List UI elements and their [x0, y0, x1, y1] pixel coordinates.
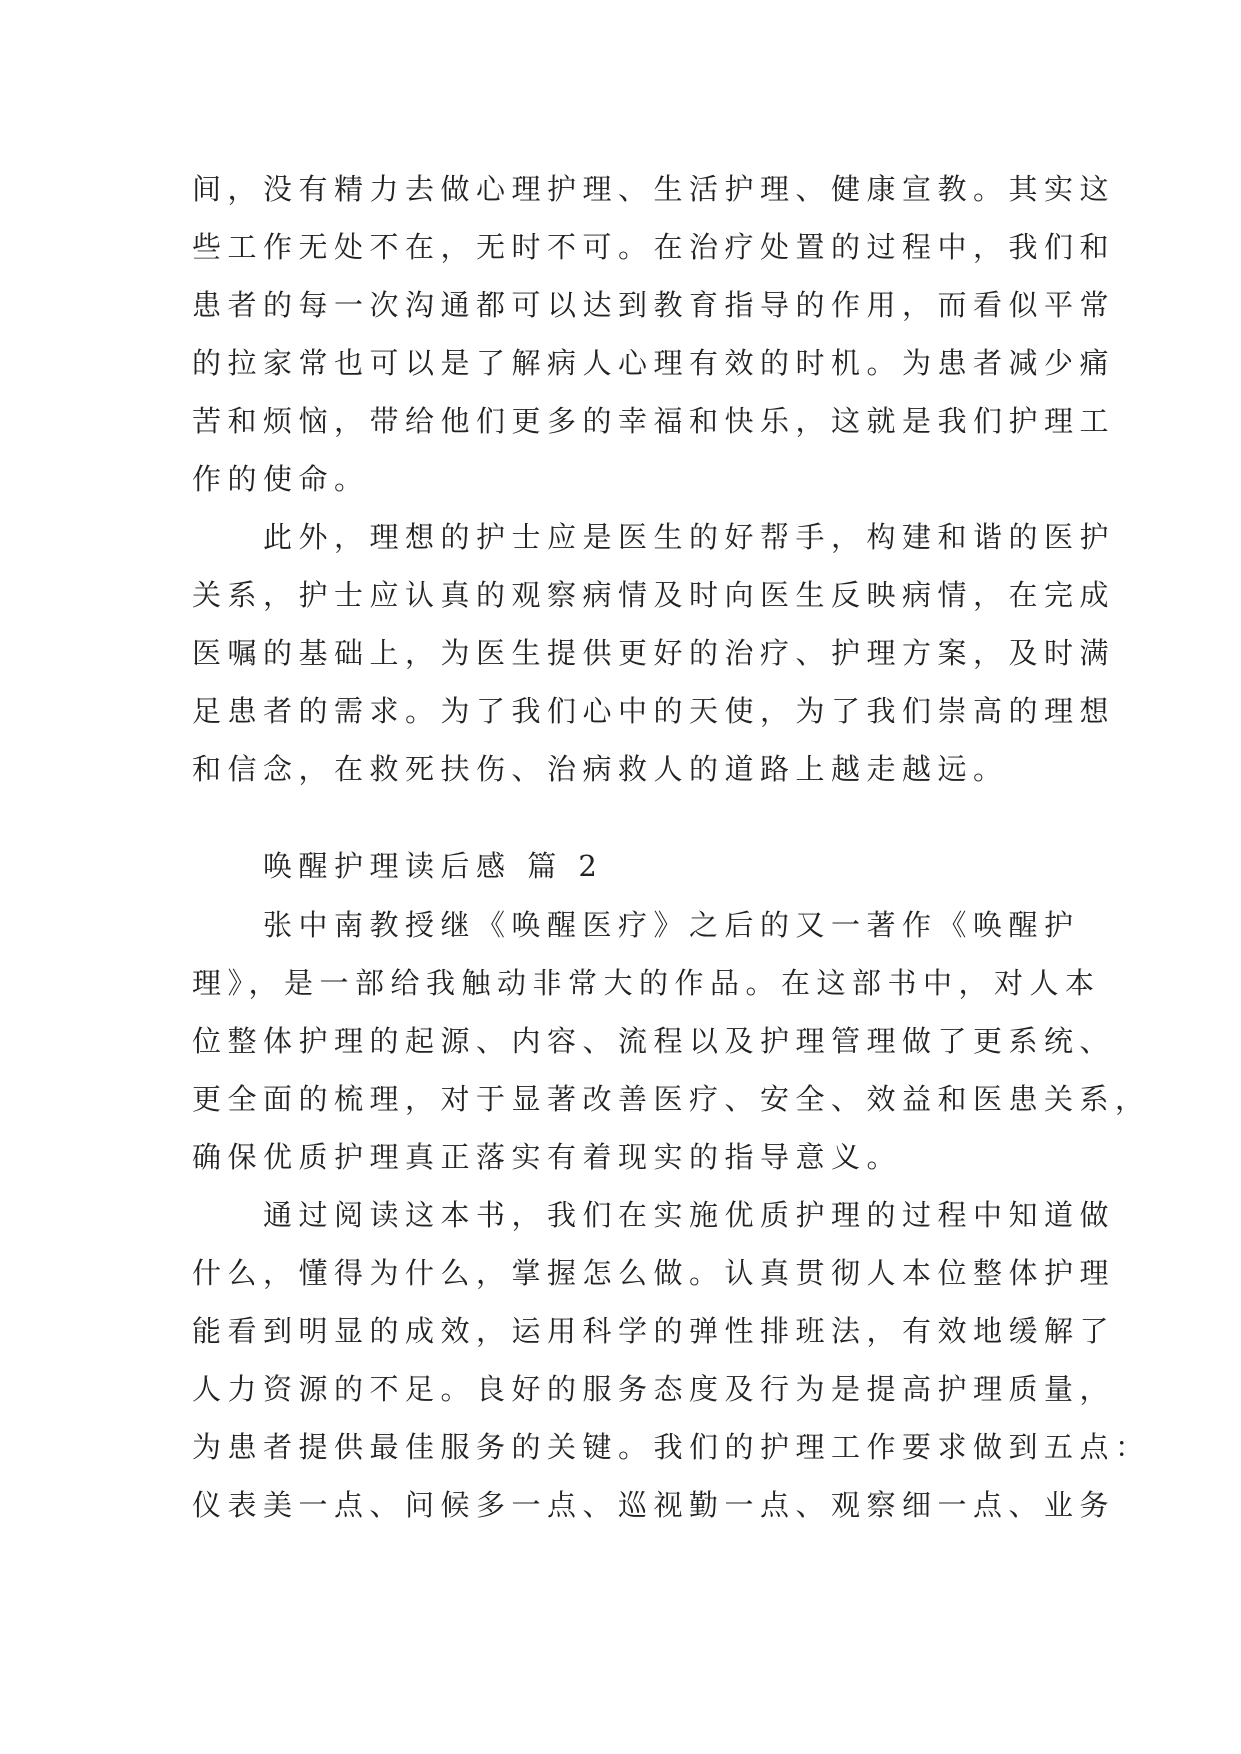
paragraph-line: 通过阅读这本书，我们在实施优质护理的过程中知道做	[192, 1198, 1116, 1232]
paragraph-line: 苦和烦恼，带给他们更多的幸福和快乐，这就是我们护理工	[192, 404, 1116, 438]
paragraph-line: 为患者提供最佳服务的关键。我们的护理工作要求做到五点：	[192, 1430, 1151, 1464]
paragraph-3	[192, 896, 1151, 1186]
paragraph-line: 确保优质护理真正落实有着现实的指导意义。	[192, 1140, 903, 1174]
paragraph-line: 和信念，在救死扶伤、治病救人的道路上越走越远。	[192, 752, 1009, 786]
paragraph-1	[192, 160, 1116, 508]
section-heading-block	[192, 837, 1054, 895]
paragraph-line: 张中南教授继《唤醒医疗》之后的又一著作《唤醒护	[192, 908, 1080, 942]
paragraph-line: 患者的每一次沟通都可以达到教育指导的作用，而看似平常	[192, 288, 1116, 322]
paragraph-4	[192, 1186, 1151, 1534]
paragraph-line: 能看到明显的成效，运用科学的弹性排班法，有效地缓解了	[192, 1314, 1116, 1348]
paragraph-line: 关系，护士应认真的观察病情及时向医生反映病情，在完成	[192, 578, 1116, 612]
paragraph-line: 更全面的梳理，对于显著改善医疗、安全、效益和医患关系，	[192, 1082, 1151, 1116]
section-heading: 唤醒护理读后感 篇 2	[192, 849, 604, 883]
paragraph-line: 理》，是一部给我触动非常大的作品。在这部书中，对人本	[192, 966, 1101, 1000]
paragraph-line: 的拉家常也可以是了解病人心理有效的时机。为患者减少痛	[192, 346, 1116, 380]
paragraph-2	[192, 508, 1116, 798]
paragraph-line: 人力资源的不足。良好的服务态度及行为是提高护理质量，	[192, 1372, 1116, 1406]
paragraph-line: 足患者的需求。为了我们心中的天使，为了我们崇高的理想	[192, 694, 1116, 728]
paragraph-line: 什么，懂得为什么，掌握怎么做。认真贯彻人本位整体护理	[192, 1256, 1116, 1290]
paragraph-line: 间，没有精力去做心理护理、生活护理、健康宣教。其实这	[192, 172, 1116, 206]
paragraph-line: 些工作无处不在，无时不可。在治疗处置的过程中，我们和	[192, 230, 1116, 264]
paragraph-line: 位整体护理的起源、内容、流程以及护理管理做了更系统、	[192, 1024, 1116, 1058]
paragraph-line: 此外，理想的护士应是医生的好帮手，构建和谐的医护	[192, 520, 1116, 554]
paragraph-line: 仪表美一点、问候多一点、巡视勤一点、观察细一点、业务	[192, 1488, 1116, 1522]
paragraph-line: 作的使命。	[192, 462, 370, 496]
paragraph-line: 医嘱的基础上，为医生提供更好的治疗、护理方案，及时满	[192, 636, 1116, 670]
